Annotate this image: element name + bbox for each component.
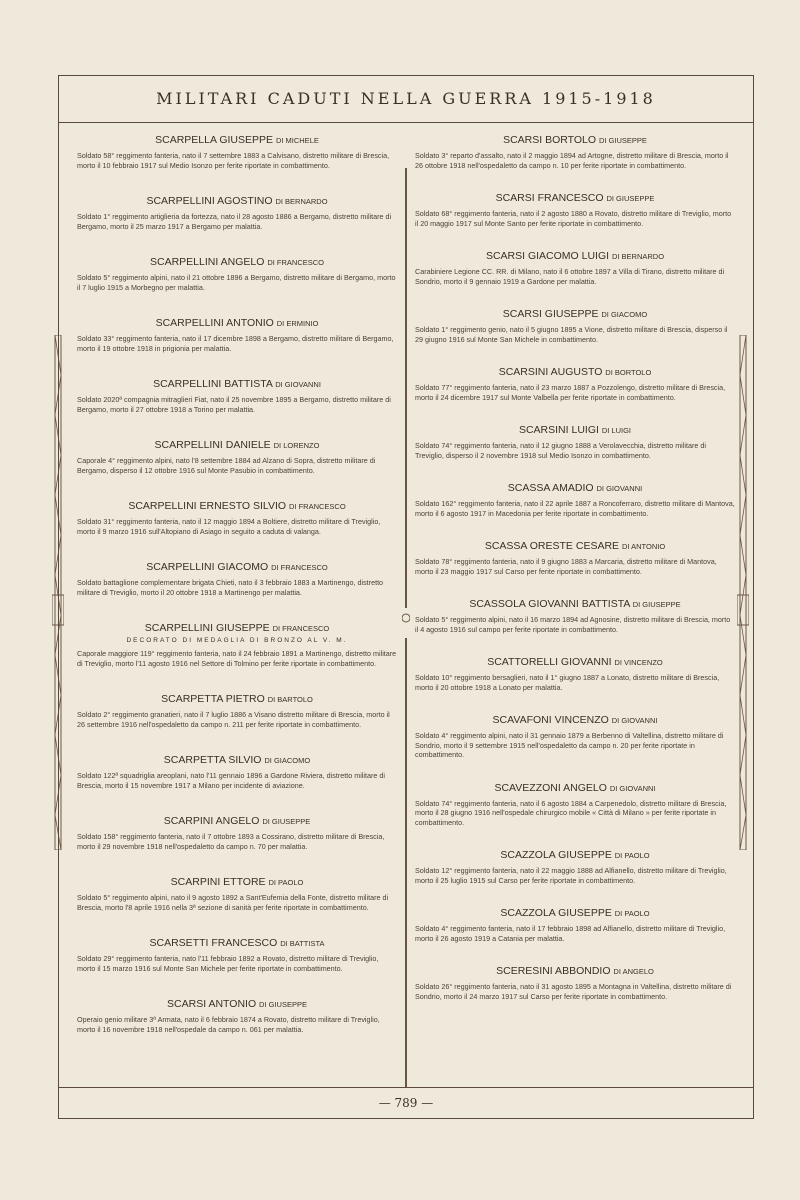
entry-parentage: DI LORENZO: [273, 441, 320, 450]
entry-text: Soldato 29° reggimento fanteria, nato l'11 febbraio 1892 a Rovato, distretto militare di Treviglio, morto il 15 marzo 1916 sul Monte San Michele per ferite riportate in combattimento.: [77, 954, 379, 973]
entry-text: Soldato 5° reggimento alpini, nato il 16 marzo 1894 ad Agnosine, distretto militare di Brescia, morto il 4 agosto 1916 sul campo per ferite riportate in combattimento.: [415, 615, 731, 634]
entry-text: Soldato 4° reggimento fanteria, nato il 17 febbraio 1898 ad Alfianello, distretto militare di Treviglio, morto il 26 agosto 1919 a Catania per malattia.: [415, 924, 726, 943]
entry-text: Operaio genio militare 3ª Armata, nato il 6 febbraio 1874 a Rovato, distretto militare di Treviglio, morto il 16 novembre 1918 nell'ospedale da campo n. 061 per malattia.: [77, 1015, 380, 1034]
page-title: MILITARI CADUTI NELLA GUERRA 1915-1918: [156, 89, 656, 108]
entry-text: Soldato 5° reggimento alpini, nato il 21 ottobre 1896 a Bergamo, distretto militare di Bergamo, morto il 7 luglio 1915 a Morbegno per malattia.: [77, 273, 396, 292]
entry-parentage: DI FRANCESCO: [267, 258, 324, 267]
entry-surname: SCARSI GIUSEPPE: [502, 308, 599, 320]
entry-parentage: DI GIUSEPPE: [598, 136, 647, 145]
entry-name: [77, 618, 397, 634]
entry-surname: SCAVAFONI VINCENZO: [492, 714, 609, 726]
entry-parentage: DI BATTISTA: [280, 939, 325, 948]
entry-text: Soldato 122ª squadriglia areoplani, nato l'11 gennaio 1896 a Gardone Riviera, distretto militare di Brescia, morto il 15 novembre 1917 a Milano per incidente di aviazione.: [77, 771, 385, 790]
entry-text: Soldato 31° reggimento fanteria, nato il 12 maggio 1894 a Boltiere, distretto militare di Treviglio, morto il 9 marzo 1916 sull'Altopiano di Asiago in seguito a caduta di valanga.: [77, 517, 381, 536]
entry-parentage: DI PAOLO: [268, 878, 304, 887]
entry-text: Soldato 58° reggimento fanteria, nato il 7 settembre 1883 a Calvisano, distretto militare di Brescia, morto il 10 febbraio 1917 sul Medio Isonzo per ferite riportate in combattimento.: [77, 151, 390, 170]
entry-name: [415, 130, 735, 146]
entry: [77, 374, 397, 414]
entry: [415, 845, 735, 885]
entry-name: [415, 961, 735, 977]
entry-name: [77, 557, 397, 573]
entry-text: Soldato 2° reggimento granatieri, nato il 7 luglio 1886 a Visano distretto militare di Brescia, morto il 26 settembre 1916 nell'ospedaletto da campo n. 211 per ferite riportate in combattimento.: [77, 710, 390, 729]
entry-text: Soldato 33° reggimento fanteria, nato il 17 dicembre 1898 a Bergamo, distretto militare di Bergamo, morto il 19 ottobre 1918 in prigionia per malattia.: [77, 334, 394, 353]
entry: [77, 313, 397, 353]
entry-surname: SCARPELLINI BATTISTA: [153, 378, 273, 390]
entry-surname: SCARSI GIACOMO LUIGI: [485, 250, 610, 262]
entry-surname: SCARSINI LUIGI: [518, 424, 599, 436]
entry-name: [415, 420, 735, 436]
entry-name: [77, 933, 397, 949]
entry-text: Soldato 1° reggimento artiglieria da fortezza, nato il 28 agosto 1886 a Bergamo, distretto militare di Bergamo, morto il 25 marzo 1917 a Bergamo per malattia.: [77, 212, 392, 231]
page-frame: [58, 75, 754, 1119]
entry-surname: SCERESINI ABBONDIO: [496, 965, 611, 977]
entry-text: Soldato 3° reparto d'assalto, nato il 2 maggio 1894 ad Artogne, distretto militare di Brescia, morto il 26 ottobre 1918 nell'ospedaletto da campo n. 10 per ferite riportate in combattimento.: [415, 151, 729, 170]
entry-surname: SCARPELLA GIUSEPPE: [155, 134, 274, 146]
entry-parentage: DI FRANCESCO: [271, 563, 328, 572]
entry-name: [415, 304, 735, 320]
entry-text: Soldato 74° reggimento fanteria, nato il 12 giugno 1888 a Verolavecchia, distretto militare di Treviglio, disperso il 2 novembre 1918 sul Medio Isonzo in combattimento.: [415, 441, 706, 460]
entry-surname: SCASSA AMADIO: [507, 482, 594, 494]
entry-name: [77, 313, 397, 329]
entry-surname: SCARSETTI FRANCESCO: [149, 937, 278, 949]
entry-surname: SCARPELLINI ANGELO: [150, 256, 265, 268]
entry-text: Soldato battaglione complementare brigata Chieti, nato il 3 febbraio 1883 a Martinengo, distretto militare di Treviglio, morto il 20 ottobre 1918 a Martinengo per malattia.: [77, 578, 384, 597]
entry-parentage: DI GIUSEPPE: [262, 817, 311, 826]
entry: [77, 618, 397, 668]
entry: [415, 778, 735, 828]
entry: [77, 496, 397, 536]
entry-name: [77, 435, 397, 451]
entry-surname: SCARSI FRANCESCO: [495, 192, 604, 204]
entry: [77, 811, 397, 851]
entry: [415, 594, 735, 634]
entry-parentage: DI GIOVANNI: [596, 484, 643, 493]
entry: [415, 362, 735, 402]
entry-name: [77, 191, 397, 207]
entry: [415, 478, 735, 518]
entry-parentage: DI FRANCESCO: [289, 502, 346, 511]
page-footer: [59, 1087, 753, 1118]
entry-surname: SCARSINI AUGUSTO: [498, 366, 603, 378]
entry: [77, 750, 397, 790]
entry-text: Soldato 5° reggimento alpini, nato il 9 agosto 1892 a Sant'Eufemia della Fonte, distretto militare di Brescia, morto l'8 aprile 1916 nella 3ª sezione di sanità per ferite riportate in combattimento.: [77, 893, 389, 912]
entry-name: [415, 594, 735, 610]
entry-parentage: DI GIACOMO: [601, 310, 648, 319]
entry-text: Soldato 10° reggimento bersaglieri, nato il 1° giugno 1887 a Lonato, distretto militare di Brescia, morto il 20 ottobre 1918 a Lonato per malattia.: [415, 673, 720, 692]
entry-surname: SCARSI BORTOLO: [503, 134, 597, 146]
entry-text: Soldato 78° reggimento fanteria, nato il 9 giugno 1883 a Marcaria, distretto militare di Mantova, morto il 23 maggio 1917 sul Carso per ferite riportate in combattimento.: [415, 557, 717, 576]
entry-parentage: DI ANGELO: [613, 967, 654, 976]
entry-surname: SCARPELLINI AGOSTINO: [146, 195, 273, 207]
entry-parentage: DI BERNARDO: [611, 252, 665, 261]
entry-name: [77, 872, 397, 888]
entry-parentage: DI GIOVANNI: [611, 716, 658, 725]
entry-name: [415, 845, 735, 861]
entry-text: Soldato 158° reggimento fanteria, nato il 7 ottobre 1893 a Cossirano, distretto militare di Brescia, morto il 29 novembre 1918 nell'ospedaletto da campo n. 70 per malattia.: [77, 832, 385, 851]
entry-text: Soldato 2020ª compagnia mitraglieri Fiat, nato il 25 novembre 1895 a Bergamo, distretto militare di Bergamo, morto il 27 ottobre 1918 a Torino per malattia.: [77, 395, 391, 414]
entry-parentage: DI FRANCESCO: [272, 624, 330, 633]
entry-parentage: DI MICHELE: [275, 136, 319, 145]
entry-name: [77, 374, 397, 390]
entry-text: Soldato 1° reggimento genio, nato il 5 giugno 1895 a Vione, distretto militare di Brescia, disperso il 29 giugno 1916 sul Monte San Michele in combattimento.: [415, 325, 728, 344]
entry-text: Soldato 4° reggimento alpini, nato il 31 gennaio 1879 a Berbenno di Valtellina, distretto militare di Sondrio, morto il 9 settembre 1915 nell'ospedaletto da campo n. 20 per ferite riportate in combattimento.: [415, 731, 724, 759]
entry-name: [415, 188, 735, 204]
entry-parentage: DI GIUSEPPE: [632, 600, 681, 609]
entry: [415, 536, 735, 576]
entry-parentage: DI ERMINIO: [276, 319, 319, 328]
entry-parentage: DI BERNARDO: [275, 197, 328, 206]
entry-parentage: DI GIOVANNI: [609, 783, 656, 793]
entry-surname: SCAZZOLA GIUSEPPE: [500, 907, 612, 919]
entry: [77, 689, 397, 729]
left-column: [77, 130, 397, 1055]
entry-decoration: DECORATO DI MEDAGLIA DI BRONZO AL V. M.: [126, 637, 348, 644]
entry-name: [77, 689, 397, 705]
entry-surname: SCARPELLINI ERNESTO SILVIO: [128, 500, 287, 512]
entry: [415, 246, 735, 286]
entry-name: [77, 994, 397, 1010]
entry: [415, 130, 735, 170]
entry-text: Caporale maggiore 119° reggimento fanteria, nato il 24 febbraio 1891 a Martinengo, distretto militare di Treviglio, morto l'11 agosto 1916 nel Settore di Tolmino per ferite riportate in combattimento.: [77, 649, 397, 668]
entry-parentage: DI BORTOLO: [605, 368, 652, 377]
entry-surname: SCARSI ANTONIO: [167, 998, 257, 1010]
page-number: — 789 —: [378, 1096, 434, 1110]
entry-text: Soldato 68° reggimento fanteria, nato il 2 agosto 1880 a Rovato, distretto militare di Treviglio, morto il 20 maggio 1917 sul Monte Santo per ferite riportate in combattimento.: [415, 209, 732, 228]
entry-parentage: DI GIOVANNI: [275, 380, 321, 389]
entry: [77, 872, 397, 912]
entry: [77, 994, 397, 1034]
entry: [77, 191, 397, 231]
entry-surname: SCASSOLA GIOVANNI BATTISTA: [469, 598, 630, 610]
entry-name: [415, 536, 735, 552]
entry-text: Soldato 77° reggimento fanteria, nato il 23 marzo 1887 a Pozzolengo, distretto militare di Brescia, morto il 24 dicembre 1917 sul Monte Valbella per ferite riportate in combattimento.: [415, 383, 726, 402]
center-torch-ornament: [402, 168, 410, 1108]
entry-parentage: DI VINCENZO: [614, 658, 663, 667]
entry-name: [415, 362, 735, 378]
entry-name: [77, 130, 397, 146]
entry-parentage: DI LUIGI: [601, 426, 632, 435]
entry-surname: SCAVEZZONI ANGELO: [494, 781, 607, 794]
entry: [77, 435, 397, 475]
entry-name: [415, 903, 735, 919]
entry-surname: SCARPELLINI GIUSEPPE: [144, 622, 270, 634]
entry-parentage: DI GIUSEPPE: [259, 1000, 307, 1009]
entry-name: [415, 246, 735, 262]
entry: [77, 252, 397, 292]
entry-text: Soldato 26° reggimento fanteria, nato il 31 agosto 1895 a Montagna in Valtellina, distretto militare di Sondrio, morto il 24 marzo 1917 sul Carso per ferite riportate in combattimento.: [415, 982, 732, 1001]
right-column: [415, 130, 735, 1019]
entry-name: [77, 750, 397, 766]
entry-parentage: DI ANTONIO: [621, 542, 666, 551]
entry-parentage: DI GIACOMO: [264, 756, 311, 765]
entry-text: Carabiniere Legione CC. RR. di Milano, nato il 6 ottobre 1897 a Villa di Tirano, distretto militare di Sondrio, morto il 9 gennaio 1919 a Gardone per malattia.: [415, 267, 725, 286]
entry: [415, 710, 735, 760]
entry-name: [77, 496, 397, 512]
entry-surname: SCARPETTA SILVIO: [163, 754, 262, 766]
title-bar: [59, 76, 753, 123]
entry-surname: SCARPETTA PIETRO: [161, 693, 265, 705]
entry-text: Soldato 12° reggimento fanteria, nato il 22 maggio 1888 ad Alfianello, distretto militare di Treviglio, morto il 25 luglio 1915 sul Carso per ferite riportate in combattimento.: [415, 866, 727, 885]
entry: [415, 188, 735, 228]
entry-name: [415, 778, 735, 794]
entry-surname: SCARPELLINI DANIELE: [154, 439, 271, 451]
entry-surname: SCARPELLINI ANTONIO: [155, 317, 274, 329]
entry-parentage: DI GIUSEPPE: [606, 194, 655, 203]
entry-name: [415, 710, 735, 726]
entry-name: [415, 478, 735, 494]
entry: [415, 420, 735, 460]
entry-parentage: DI PAOLO: [614, 909, 650, 918]
entry-name: [77, 252, 397, 268]
entry: [415, 961, 735, 1001]
entry-surname: SCAZZOLA GIUSEPPE: [500, 849, 612, 861]
entry-parentage: DI BARTOLO: [267, 695, 313, 704]
entry-parentage: DI PAOLO: [614, 851, 650, 860]
entry: [77, 557, 397, 597]
entry: [77, 130, 397, 170]
entry-surname: SCATTORELLI GIOVANNI: [487, 656, 612, 668]
entry-text: Caporale 4° reggimento alpini, nato l'8 settembre 1884 ad Alzano di Sopra, distretto militare di Bergamo, disperso il 12 ottobre 1916 sul Monte Pasubio in combattimento.: [77, 456, 376, 475]
entry-name: [77, 811, 397, 827]
entry-surname: SCARPINI ETTORE: [170, 876, 266, 888]
entry: [415, 903, 735, 943]
entry-surname: SCARPINI ANGELO: [163, 815, 260, 827]
entry-surname: SCASSA ORESTE CESARE: [484, 540, 620, 552]
entry-text: Soldato 162° reggimento fanteria, nato il 22 aprile 1887 a Roncoferraro, distretto militare di Mantova, morto il 6 agosto 1917 in Macedonia per ferite riportate in combattimento.: [415, 499, 735, 518]
entry: [77, 933, 397, 973]
entry-name: [415, 652, 735, 668]
entry: [415, 652, 735, 692]
entry-text: Soldato 74° reggimento fanteria, nato il 6 agosto 1884 a Carpenedolo, distretto militare di Brescia, morto il 28 giugno 1916 nell'ospedale chirurgico mobile « Città di Milano » per ferite riportate in combattimento.: [415, 798, 727, 827]
entry-surname: SCARPELLINI GIACOMO: [146, 561, 269, 573]
entry: [415, 304, 735, 344]
